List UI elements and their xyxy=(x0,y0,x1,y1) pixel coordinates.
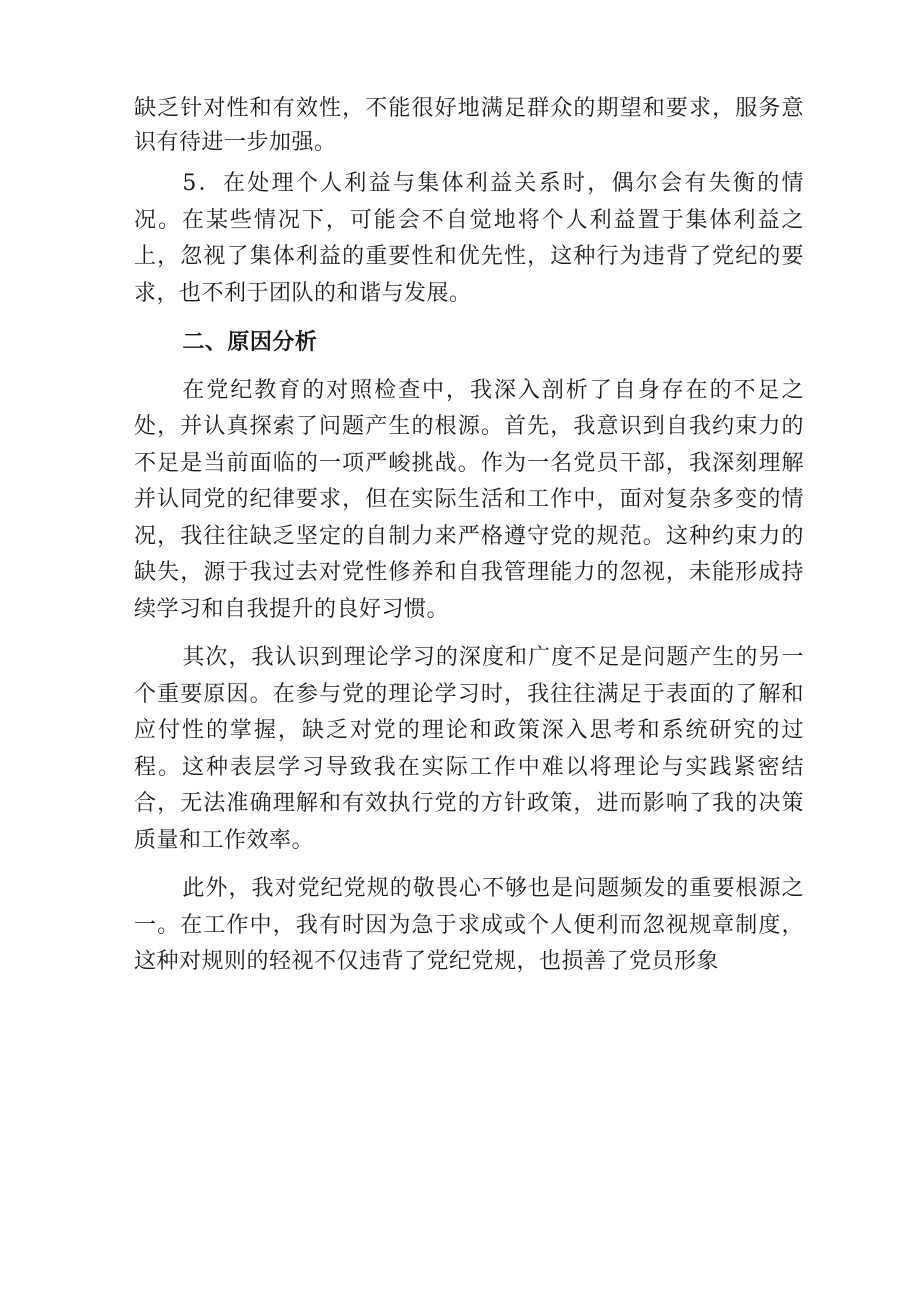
spacer xyxy=(134,312,804,324)
document-body xyxy=(134,92,804,981)
paragraph-cause-1: 在党纪教育的对照检查中，我深入剖析了自身存在的不足之处，并认真探索了问题产生的根源。首先，我意识到自我约束力的不足是当前面临的一项严峻挑战。作为一名党员干部，我深刻理解并认同党的纪律要求，但在实际生活和工作中，面对复杂多变的情况，我往往缺乏坚定的自制力来严格遵守党的规范。这种约束力的缺失，源于我过去对党性修养和自我管理能力的忽视，未能形成持续学习和自我提升的良好习惯。 xyxy=(134,377,804,622)
paragraph-continued: 缺乏针对性和有效性，不能很好地满足群众的期望和要求，服务意识有待进一步加强。 xyxy=(134,96,804,155)
paragraph-cause-2: 其次，我认识到理论学习的深度和广度不足是问题产生的另一个重要原因。在参与党的理论学习时，我往往满足于表面的了解和应付性的掌握，缺乏对党的理论和政策深入思考和系统研究的过程。这种表层学习导致我在实际工作中难以将理论与实践紧密结合，无法准确理解和有效执行党的方针政策，进而影响了我的决策质量和工作效率。 xyxy=(134,645,804,853)
spacer xyxy=(134,361,804,373)
spacer xyxy=(134,859,804,871)
paragraph-item-5: 5．在处理个人利益与集体利益关系时，偶尔会有失衡的情况。在某些情况下，可能会不自觉地将个人利益置于集体利益之上，忽视了集体利益的重要性和优先性，这种行为违背了党纪的要求，也不利于团队的和谐与发展。 xyxy=(134,171,804,306)
spacer xyxy=(134,628,804,640)
section-heading: 二、原因分析 xyxy=(182,329,318,355)
paragraph-cause-3: 此外，我对党纪党规的敬畏心不够也是问题频发的重要根源之一。在工作中，我有时因为急于求成或个人便利而忽视规章制度，这种对规则的轻视不仅违背了党纪党规，也损善了党员形象 xyxy=(134,876,804,974)
